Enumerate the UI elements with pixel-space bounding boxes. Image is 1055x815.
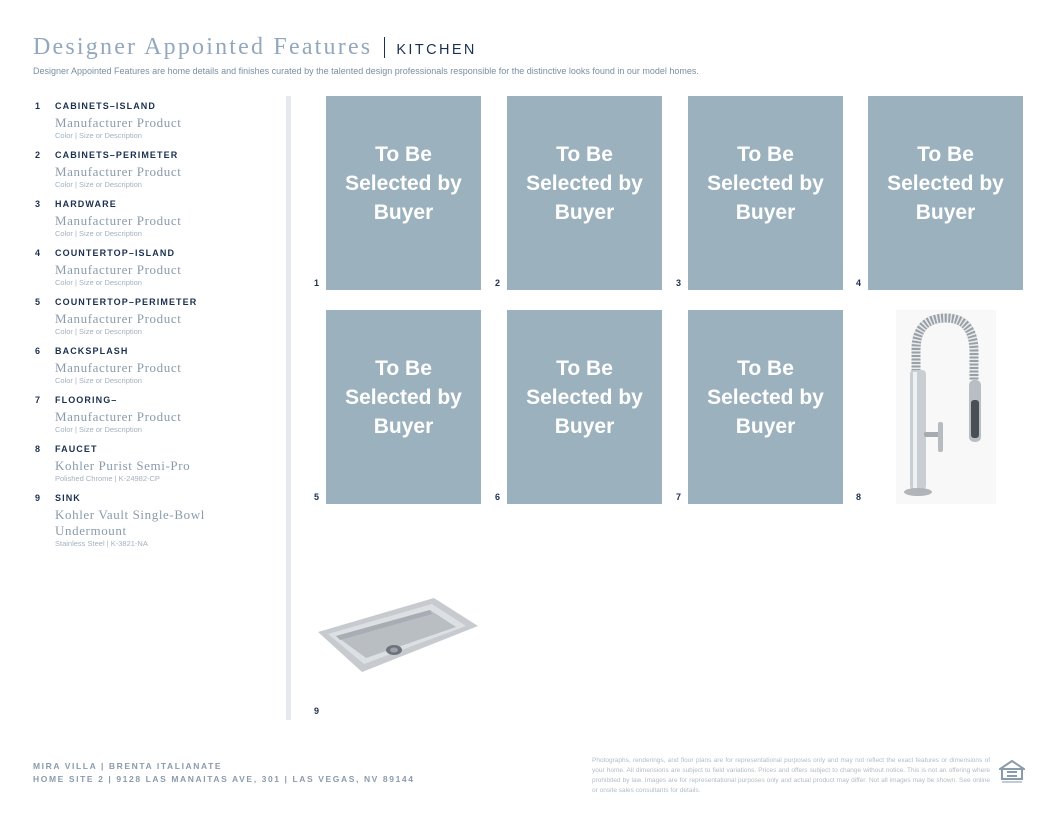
feature-number: 3 bbox=[35, 199, 41, 209]
feature-number: 6 bbox=[35, 346, 41, 356]
tile-3-placeholder bbox=[688, 96, 843, 290]
feature-detail: Color | Size or Description bbox=[55, 229, 142, 238]
tile-1-placeholder bbox=[326, 96, 481, 290]
tile-2-placeholder bbox=[507, 96, 662, 290]
feature-item-backsplash bbox=[35, 345, 280, 386]
feature-item-cabinets-island bbox=[35, 100, 280, 141]
feature-item-cabinets-perimeter bbox=[35, 149, 280, 190]
feature-number: 8 bbox=[35, 444, 41, 454]
feature-detail: Stainless Steel | K-3821-NA bbox=[55, 539, 148, 548]
feature-label: COUNTERTOP–ISLAND bbox=[55, 248, 176, 258]
feature-number: 9 bbox=[35, 493, 41, 503]
feature-product: Kohler Vault Single-Bowl Undermount bbox=[55, 507, 205, 538]
feature-product: Manufacturer Product bbox=[55, 311, 182, 326]
feature-item-countertop-perimeter bbox=[35, 296, 280, 337]
footer-homesite: HOME SITE 2 | 9128 LAS MANAITAS AVE, 301 | LAS VEGAS, NV 89144 bbox=[33, 774, 415, 784]
feature-product: Manufacturer Product bbox=[55, 360, 182, 375]
feature-label: CABINETS–ISLAND bbox=[55, 101, 157, 111]
feature-item-faucet bbox=[35, 443, 280, 484]
title-divider bbox=[384, 37, 385, 58]
feature-detail: Color | Size or Description bbox=[55, 131, 142, 140]
feature-item-sink bbox=[35, 492, 280, 549]
tile-number: 5 bbox=[314, 492, 320, 502]
feature-label: HARDWARE bbox=[55, 199, 117, 209]
footer-community: MIRA VILLA | BRENTA ITALIANATE bbox=[33, 761, 223, 771]
feature-item-hardware bbox=[35, 198, 280, 239]
feature-label: COUNTERTOP–PERIMETER bbox=[55, 297, 198, 307]
feature-product: Manufacturer Product bbox=[55, 164, 182, 179]
tile-number: 7 bbox=[676, 492, 682, 502]
feature-number: 2 bbox=[35, 150, 41, 160]
placeholder-text: To Be Selected by Buyer bbox=[707, 356, 824, 438]
placeholder-text: To Be Selected by Buyer bbox=[887, 142, 1004, 224]
feature-product: Manufacturer Product bbox=[55, 262, 182, 277]
feature-number: 4 bbox=[35, 248, 41, 258]
faucet-image bbox=[868, 310, 1023, 504]
feature-list bbox=[35, 100, 280, 557]
feature-label: CABINETS–PERIMETER bbox=[55, 150, 179, 160]
feature-number: 7 bbox=[35, 395, 41, 405]
feature-item-flooring bbox=[35, 394, 280, 435]
placeholder-text: To Be Selected by Buyer bbox=[345, 142, 462, 224]
section-title: KITCHEN bbox=[396, 42, 477, 58]
feature-product: Manufacturer Product bbox=[55, 213, 182, 228]
tile-number: 6 bbox=[495, 492, 501, 502]
tile-4-placeholder bbox=[868, 96, 1023, 290]
feature-product: Kohler Purist Semi-Pro bbox=[55, 458, 191, 473]
sink-image bbox=[314, 590, 484, 680]
faucet-illustration bbox=[868, 310, 1023, 504]
placeholder-text: To Be Selected by Buyer bbox=[707, 142, 824, 224]
feature-label: FLOORING– bbox=[55, 395, 118, 405]
feature-detail: Color | Size or Description bbox=[55, 376, 142, 385]
feature-number: 5 bbox=[35, 297, 41, 307]
page-title: Designer Appointed Features bbox=[33, 34, 373, 60]
feature-item-countertop-island bbox=[35, 247, 280, 288]
tile-number: 9 bbox=[314, 706, 320, 716]
feature-label: BACKSPLASH bbox=[55, 346, 129, 356]
feature-detail: Color | Size or Description bbox=[55, 327, 142, 336]
feature-detail: Polished Chrome | K-24982-CP bbox=[55, 474, 160, 483]
feature-label: SINK bbox=[55, 493, 81, 503]
feature-detail: Color | Size or Description bbox=[55, 278, 142, 287]
tile-7-placeholder bbox=[688, 310, 843, 504]
tile-number: 4 bbox=[856, 278, 862, 288]
placeholder-text: To Be Selected by Buyer bbox=[526, 356, 643, 438]
feature-number: 1 bbox=[35, 101, 41, 111]
footer-address bbox=[33, 760, 415, 786]
tile-number: 3 bbox=[676, 278, 682, 288]
feature-product: Manufacturer Product bbox=[55, 409, 182, 424]
tile-6-placeholder bbox=[507, 310, 662, 504]
feature-label: FAUCET bbox=[55, 444, 98, 454]
feature-detail: Color | Size or Description bbox=[55, 180, 142, 189]
page-header bbox=[33, 34, 477, 61]
feature-detail: Color | Size or Description bbox=[55, 425, 142, 434]
tile-5-placeholder bbox=[326, 310, 481, 504]
vertical-divider bbox=[286, 96, 291, 720]
legal-disclaimer: Photographs, renderings, and floor plans are for representational purposes only and may not reflect the exact features or dimensions of your home. All dimensions are subject to field variations. Prices and offers subject to change without notice. This is not an offering where prohibited by law. Images are for representational purposes only and actual product may differ. Not all images may be shown. See online or onsite sales consultants for details. bbox=[592, 757, 990, 794]
placeholder-text: To Be Selected by Buyer bbox=[345, 356, 462, 438]
tile-number: 2 bbox=[495, 278, 501, 288]
tile-number: 1 bbox=[314, 278, 320, 288]
tile-number: 8 bbox=[856, 492, 862, 502]
placeholder-text: To Be Selected by Buyer bbox=[526, 142, 643, 224]
sink-illustration bbox=[314, 590, 484, 680]
feature-product: Manufacturer Product bbox=[55, 115, 182, 130]
page-subtitle: Designer Appointed Features are home details and finishes curated by the talented design professionals responsible for the distinctive looks found in our model homes. bbox=[33, 66, 699, 76]
equal-housing-icon bbox=[999, 760, 1025, 789]
